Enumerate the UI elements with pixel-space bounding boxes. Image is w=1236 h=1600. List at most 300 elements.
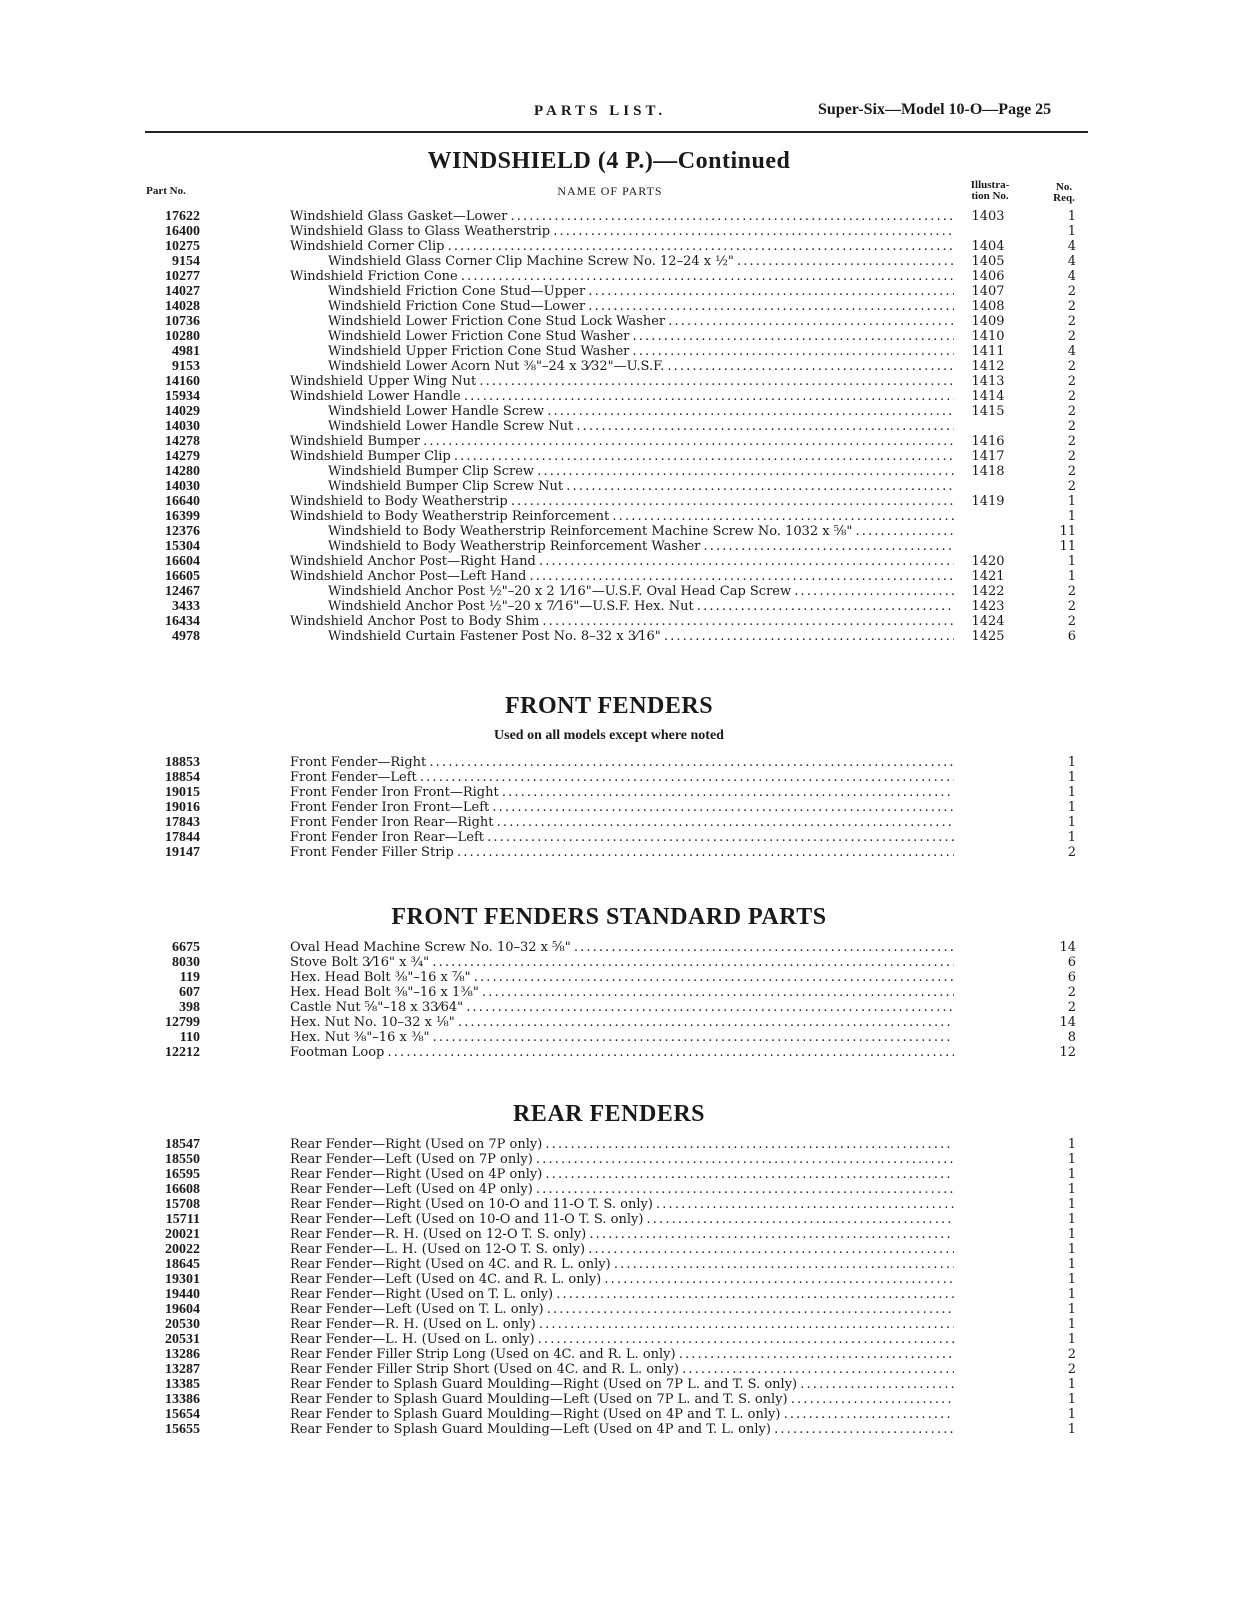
quantity-required: 1 <box>1067 1422 1076 1437</box>
illustration-number <box>958 1212 1018 1227</box>
quantity-required: 1 <box>1067 1137 1076 1152</box>
part-row <box>0 785 1236 800</box>
part-row <box>0 1242 1236 1257</box>
quantity-required: 1 <box>1067 1152 1076 1167</box>
part-number: 12376 <box>165 524 200 539</box>
part-name: Windshield Bumper Clip Screw Nut . . . <box>328 479 954 494</box>
part-row <box>0 524 1236 539</box>
illustration-number <box>958 1152 1018 1167</box>
quantity-required: 2 <box>1067 599 1076 614</box>
part-number: 19016 <box>165 800 200 815</box>
part-row <box>0 269 1236 284</box>
quantity-required: 11 <box>1059 539 1076 554</box>
part-row <box>0 1302 1236 1317</box>
part-name: Hex. Nut No. 10–32 x ⅛" . . . <box>290 1015 954 1030</box>
quantity-required: 2 <box>1067 985 1076 1000</box>
part-row <box>0 1197 1236 1212</box>
part-row <box>0 1227 1236 1242</box>
part-name: Rear Fender—Left (Used on 4P only) . . . <box>290 1182 954 1197</box>
part-number: 16434 <box>165 614 200 629</box>
part-name: Windshield Bumper Clip Screw . . . <box>328 464 954 479</box>
part-row <box>0 404 1236 419</box>
part-name: Hex. Nut ⅜"–16 x ⅜" . . . <box>290 1030 954 1045</box>
quantity-required: 1 <box>1067 1407 1076 1422</box>
part-name: Rear Fender—L. H. (Used on L. only) . . . <box>290 1332 954 1347</box>
part-name: Rear Fender—Right (Used on 4P only) . . . <box>290 1167 954 1182</box>
illustration-number <box>958 509 1018 524</box>
part-row <box>0 1362 1236 1377</box>
part-number: 20531 <box>165 1332 200 1347</box>
part-row <box>0 1272 1236 1287</box>
part-row <box>0 224 1236 239</box>
quantity-required: 11 <box>1059 524 1076 539</box>
illustration-number: 1424 <box>971 614 1005 629</box>
part-row <box>0 1422 1236 1437</box>
quantity-required: 2 <box>1067 389 1076 404</box>
part-number: 19301 <box>165 1272 200 1287</box>
part-row <box>0 1152 1236 1167</box>
part-row <box>0 970 1236 985</box>
illustration-number: 1407 <box>971 284 1005 299</box>
quantity-required: 14 <box>1059 1015 1076 1030</box>
illustration-number <box>958 815 1018 830</box>
part-name: Windshield Upper Wing Nut . . . <box>290 374 954 389</box>
part-name: Rear Fender—R. H. (Used on 12-O T. S. only) . . . <box>290 1227 954 1242</box>
part-number: 20530 <box>165 1317 200 1332</box>
header-rule <box>145 131 1088 133</box>
part-row <box>0 284 1236 299</box>
part-row <box>0 800 1236 815</box>
header-page-ref: Super-Six—Model 10-O—Page 25 <box>818 101 1052 118</box>
part-number: 12212 <box>165 1045 200 1060</box>
quantity-required: 2 <box>1067 1000 1076 1015</box>
part-name: Rear Fender Filler Strip Long (Used on 4C. and R. L. only) . . . <box>290 1347 954 1362</box>
illustration-number: 1406 <box>971 269 1005 284</box>
quantity-required: 1 <box>1067 1332 1076 1347</box>
part-row <box>0 629 1236 644</box>
part-row <box>0 479 1236 494</box>
part-row <box>0 1045 1236 1060</box>
col-header-illustration: Illustra- tion No. <box>970 179 1010 202</box>
part-number: 14280 <box>165 464 200 479</box>
part-row <box>0 209 1236 224</box>
part-name: Front Fender Iron Front—Right . . . <box>290 785 954 800</box>
part-row <box>0 1137 1236 1152</box>
quantity-required: 1 <box>1067 815 1076 830</box>
illustration-number: 1419 <box>971 494 1005 509</box>
rear-fenders-parts-list <box>0 1137 1236 1437</box>
part-row <box>0 389 1236 404</box>
quantity-required: 2 <box>1067 584 1076 599</box>
part-name: Windshield Anchor Post to Body Shim . . . <box>290 614 954 629</box>
part-row <box>0 1287 1236 1302</box>
illustration-number: 1421 <box>971 569 1005 584</box>
part-row <box>0 845 1236 860</box>
illustration-number: 1418 <box>971 464 1005 479</box>
part-row <box>0 1015 1236 1030</box>
quantity-required: 1 <box>1067 1302 1076 1317</box>
col-header-required: No. Req. <box>1053 181 1075 204</box>
part-row <box>0 1392 1236 1407</box>
part-row <box>0 254 1236 269</box>
part-number: 18547 <box>165 1137 200 1152</box>
illustration-number <box>958 1030 1018 1045</box>
part-number: 15708 <box>165 1197 200 1212</box>
quantity-required: 1 <box>1067 1392 1076 1407</box>
part-name: Windshield to Body Weatherstrip Reinforcement . . . <box>290 509 954 524</box>
part-name: Rear Fender—Left (Used on 7P only) . . . <box>290 1152 954 1167</box>
part-number: 16608 <box>165 1182 200 1197</box>
part-number: 10275 <box>165 239 200 254</box>
part-number: 16399 <box>165 509 200 524</box>
quantity-required: 2 <box>1067 464 1076 479</box>
part-name: Rear Fender—Left (Used on T. L. only) . . . <box>290 1302 954 1317</box>
quantity-required: 1 <box>1067 1317 1076 1332</box>
part-row <box>0 1257 1236 1272</box>
part-name: Hex. Head Bolt ⅜"–16 x 1⅜" . . . <box>290 985 954 1000</box>
part-name: Windshield Bumper . . . <box>290 434 954 449</box>
part-row <box>0 539 1236 554</box>
illustration-number <box>958 1362 1018 1377</box>
part-row <box>0 449 1236 464</box>
illustration-number: 1408 <box>971 299 1005 314</box>
part-name: Rear Fender—Right (Used on 7P only) . . . <box>290 1137 954 1152</box>
part-name: Windshield Friction Cone . . . <box>290 269 954 284</box>
illustration-number: 1423 <box>971 599 1005 614</box>
part-number: 9153 <box>172 359 200 374</box>
part-number: 14030 <box>165 479 200 494</box>
part-row <box>0 494 1236 509</box>
part-name: Rear Fender to Splash Guard Moulding—Right (Used on 4P and T. L. only) . . . <box>290 1407 954 1422</box>
illustration-number <box>958 1137 1018 1152</box>
part-row <box>0 1332 1236 1347</box>
quantity-required: 2 <box>1067 284 1076 299</box>
section-title-windshield: WINDSHIELD (4 P.)—Continued <box>427 148 791 174</box>
part-row <box>0 830 1236 845</box>
part-number: 4978 <box>172 629 200 644</box>
part-name: Rear Fender—Left (Used on 4C. and R. L. only) . . . <box>290 1272 954 1287</box>
part-number: 19147 <box>165 845 200 860</box>
section-title-front-fenders-standard: FRONT FENDERS STANDARD PARTS <box>391 904 827 930</box>
part-name: Windshield Anchor Post ½"–20 x 7⁄16"—U.S.F. Hex. Nut . . . <box>328 599 954 614</box>
illustration-number: 1417 <box>971 449 1005 464</box>
illustration-number <box>958 1272 1018 1287</box>
quantity-required: 12 <box>1059 1045 1076 1060</box>
part-row <box>0 955 1236 970</box>
part-number: 16640 <box>165 494 200 509</box>
part-name: Windshield Curtain Fastener Post No. 8–32 x 3⁄16" . . . <box>328 629 954 644</box>
illustration-number <box>958 1407 1018 1422</box>
quantity-required: 1 <box>1067 1272 1076 1287</box>
part-name: Windshield Anchor Post—Right Hand . . . <box>290 554 954 569</box>
part-name: Stove Bolt 3⁄16" x ¾" . . . <box>290 955 954 970</box>
part-name: Front Fender Iron Rear—Right . . . <box>290 815 954 830</box>
quantity-required: 2 <box>1067 359 1076 374</box>
illustration-number <box>958 970 1018 985</box>
part-name: Windshield Bumper Clip . . . <box>290 449 954 464</box>
part-row <box>0 299 1236 314</box>
illustration-number: 1422 <box>971 584 1005 599</box>
part-name: Windshield Lower Friction Cone Stud Lock Washer . . . <box>328 314 954 329</box>
part-row <box>0 1000 1236 1015</box>
quantity-required: 6 <box>1067 629 1076 644</box>
part-row <box>0 314 1236 329</box>
illustration-number <box>958 524 1018 539</box>
illustration-number <box>958 1182 1018 1197</box>
illustration-number <box>958 1392 1018 1407</box>
part-number: 18550 <box>165 1152 200 1167</box>
part-name: Windshield Glass Corner Clip Machine Screw No. 12–24 x ½" . . . <box>328 254 954 269</box>
illustration-number <box>958 845 1018 860</box>
part-number: 18853 <box>165 755 200 770</box>
part-name: Windshield to Body Weatherstrip Reinforcement Washer . . . <box>328 539 954 554</box>
illustration-number: 1413 <box>971 374 1005 389</box>
part-name: Rear Fender to Splash Guard Moulding—Left (Used on 7P L. and T. S. only) . . . <box>290 1392 954 1407</box>
part-number: 13386 <box>165 1392 200 1407</box>
part-name: Front Fender Iron Front—Left . . . <box>290 800 954 815</box>
illustration-number <box>958 770 1018 785</box>
illustration-number <box>958 1167 1018 1182</box>
part-number: 13385 <box>165 1377 200 1392</box>
part-row <box>0 239 1236 254</box>
part-row <box>0 569 1236 584</box>
part-number: 9154 <box>172 254 200 269</box>
part-number: 14279 <box>165 449 200 464</box>
illustration-number <box>958 1317 1018 1332</box>
part-row <box>0 770 1236 785</box>
part-number: 14028 <box>165 299 200 314</box>
section-title-front-fenders: FRONT FENDERS <box>504 693 714 719</box>
part-name: Hex. Head Bolt ⅜"–16 x ⅞" . . . <box>290 970 954 985</box>
quantity-required: 2 <box>1067 449 1076 464</box>
part-number: 10280 <box>165 329 200 344</box>
part-number: 14160 <box>165 374 200 389</box>
quantity-required: 4 <box>1067 254 1076 269</box>
quantity-required: 1 <box>1067 509 1076 524</box>
part-row <box>0 1167 1236 1182</box>
quantity-required: 6 <box>1067 955 1076 970</box>
illustration-number: 1405 <box>971 254 1005 269</box>
part-number: 15654 <box>165 1407 200 1422</box>
illustration-number: 1403 <box>971 209 1005 224</box>
part-row <box>0 815 1236 830</box>
part-number: 16595 <box>165 1167 200 1182</box>
illustration-number: 1404 <box>971 239 1005 254</box>
part-row <box>0 554 1236 569</box>
part-name: Rear Fender Filler Strip Short (Used on 4C. and R. L. only) . . . <box>290 1362 954 1377</box>
illustration-number <box>958 1287 1018 1302</box>
part-row <box>0 940 1236 955</box>
part-number: 18854 <box>165 770 200 785</box>
part-number: 8030 <box>172 955 200 970</box>
part-row <box>0 359 1236 374</box>
part-row <box>0 1182 1236 1197</box>
part-number: 398 <box>179 1000 200 1015</box>
illustration-number <box>958 1197 1018 1212</box>
quantity-required: 1 <box>1067 785 1076 800</box>
part-name: Oval Head Machine Screw No. 10–32 x ⅝" . . . <box>290 940 954 955</box>
part-name: Front Fender Filler Strip . . . <box>290 845 954 860</box>
part-number: 16604 <box>165 554 200 569</box>
part-name: Windshield Glass to Glass Weatherstrip . . . <box>290 224 954 239</box>
part-name: Front Fender—Left . . . <box>290 770 954 785</box>
quantity-required: 1 <box>1067 1287 1076 1302</box>
front-fenders-parts-list <box>0 755 1236 860</box>
quantity-required: 1 <box>1067 1182 1076 1197</box>
part-number: 19015 <box>165 785 200 800</box>
illustration-number <box>958 1227 1018 1242</box>
part-name: Windshield to Body Weatherstrip . . . <box>290 494 954 509</box>
part-name: Windshield Lower Handle Screw Nut . . . <box>328 419 954 434</box>
part-row <box>0 584 1236 599</box>
illustration-number <box>958 1377 1018 1392</box>
quantity-required: 1 <box>1067 1257 1076 1272</box>
part-row <box>0 599 1236 614</box>
illustration-number: 1420 <box>971 554 1005 569</box>
quantity-required: 1 <box>1067 830 1076 845</box>
illustration-number <box>958 539 1018 554</box>
part-name: Windshield to Body Weatherstrip Reinforcement Machine Screw No. 1032 x ⅝" . . . <box>328 524 954 539</box>
illustration-number <box>958 1347 1018 1362</box>
section-subtitle-front-fenders: Used on all models except where noted <box>494 728 724 743</box>
illustration-number <box>958 1242 1018 1257</box>
part-number: 15934 <box>165 389 200 404</box>
part-row <box>0 1407 1236 1422</box>
part-number: 12467 <box>165 584 200 599</box>
part-row <box>0 1212 1236 1227</box>
part-number: 15304 <box>165 539 200 554</box>
part-number: 17622 <box>165 209 200 224</box>
part-name: Windshield Lower Acorn Nut ⅜"–24 x 3⁄32"—U.S.F. . . . <box>328 359 954 374</box>
part-number: 14027 <box>165 284 200 299</box>
illustration-number <box>958 1015 1018 1030</box>
quantity-required: 6 <box>1067 970 1076 985</box>
part-name: Windshield Lower Friction Cone Stud Washer . . . <box>328 329 954 344</box>
part-name: Rear Fender—R. H. (Used on L. only) . . . <box>290 1317 954 1332</box>
illustration-number <box>958 1000 1018 1015</box>
quantity-required: 1 <box>1067 554 1076 569</box>
illustration-number <box>958 785 1018 800</box>
part-name: Windshield Friction Cone Stud—Upper . . . <box>328 284 954 299</box>
quantity-required: 2 <box>1067 845 1076 860</box>
illustration-number <box>958 1422 1018 1437</box>
part-name: Rear Fender—Right (Used on T. L. only) . . . <box>290 1287 954 1302</box>
part-number: 17844 <box>165 830 200 845</box>
part-number: 17843 <box>165 815 200 830</box>
part-name: Front Fender Iron Rear—Left . . . <box>290 830 954 845</box>
quantity-required: 1 <box>1067 569 1076 584</box>
part-name: Windshield Anchor Post—Left Hand . . . <box>290 569 954 584</box>
part-number: 14278 <box>165 434 200 449</box>
illustration-number: 1409 <box>971 314 1005 329</box>
part-row <box>0 374 1236 389</box>
illustration-number <box>958 985 1018 1000</box>
part-name: Front Fender—Right . . . <box>290 755 954 770</box>
illustration-number: 1416 <box>971 434 1005 449</box>
quantity-required: 1 <box>1067 494 1076 509</box>
part-row <box>0 509 1236 524</box>
quantity-required: 2 <box>1067 374 1076 389</box>
part-number: 15711 <box>165 1212 200 1227</box>
illustration-number <box>958 1332 1018 1347</box>
part-row <box>0 1030 1236 1045</box>
part-row <box>0 434 1236 449</box>
part-name: Rear Fender—Right (Used on 4C. and R. L. only) . . . <box>290 1257 954 1272</box>
quantity-required: 2 <box>1067 1362 1076 1377</box>
part-number: 4981 <box>172 344 200 359</box>
part-number: 14029 <box>165 404 200 419</box>
part-row <box>0 464 1236 479</box>
part-number: 20022 <box>165 1242 200 1257</box>
quantity-required: 4 <box>1067 269 1076 284</box>
quantity-required: 2 <box>1067 614 1076 629</box>
part-name: Windshield Anchor Post ½"–20 x 2 1⁄16"—U.S.F. Oval Head Cap Screw . . . <box>328 584 954 599</box>
quantity-required: 1 <box>1067 1242 1076 1257</box>
illustration-number: 1410 <box>971 329 1005 344</box>
quantity-required: 1 <box>1067 800 1076 815</box>
illustration-number <box>958 755 1018 770</box>
part-row <box>0 419 1236 434</box>
quantity-required: 2 <box>1067 299 1076 314</box>
part-name: Rear Fender—Right (Used on 10-O and 11-O T. S. only) . . . <box>290 1197 954 1212</box>
part-name: Castle Nut ⅝"–18 x 33⁄64" . . . <box>290 1000 954 1015</box>
quantity-required: 4 <box>1067 344 1076 359</box>
quantity-required: 8 <box>1067 1030 1076 1045</box>
part-number: 110 <box>179 1030 200 1045</box>
part-row <box>0 1347 1236 1362</box>
part-number: 18645 <box>165 1257 200 1272</box>
quantity-required: 1 <box>1067 1227 1076 1242</box>
illustration-number <box>958 800 1018 815</box>
part-name: Footman Loop . . . <box>290 1045 954 1060</box>
quantity-required: 1 <box>1067 1377 1076 1392</box>
part-number: 13286 <box>165 1347 200 1362</box>
part-name: Windshield Friction Cone Stud—Lower . . . <box>328 299 954 314</box>
quantity-required: 1 <box>1067 209 1076 224</box>
col-header-name: NAME OF PARTS <box>557 184 663 198</box>
header-title: PARTS LIST. <box>534 103 667 119</box>
part-row <box>0 1317 1236 1332</box>
part-row <box>0 329 1236 344</box>
illustration-number <box>958 955 1018 970</box>
quantity-required: 2 <box>1067 479 1076 494</box>
part-number: 15655 <box>165 1422 200 1437</box>
quantity-required: 1 <box>1067 1212 1076 1227</box>
part-name: Windshield Lower Handle . . . <box>290 389 954 404</box>
section-title-rear-fenders: REAR FENDERS <box>512 1101 706 1127</box>
quantity-required: 2 <box>1067 419 1076 434</box>
illustration-number: 1414 <box>971 389 1005 404</box>
illustration-number: 1425 <box>971 629 1005 644</box>
part-number: 19604 <box>165 1302 200 1317</box>
part-number: 13287 <box>165 1362 200 1377</box>
part-name: Rear Fender to Splash Guard Moulding—Left (Used on 4P and T. L. only) . . . <box>290 1422 954 1437</box>
quantity-required: 2 <box>1067 404 1076 419</box>
quantity-required: 1 <box>1067 755 1076 770</box>
part-name: Windshield Lower Handle Screw . . . <box>328 404 954 419</box>
part-number: 14030 <box>165 419 200 434</box>
part-number: 3433 <box>172 599 200 614</box>
quantity-required: 1 <box>1067 770 1076 785</box>
quantity-required: 14 <box>1059 940 1076 955</box>
part-row <box>0 1377 1236 1392</box>
part-name: Rear Fender—L. H. (Used on 12-O T. S. only) . . . <box>290 1242 954 1257</box>
part-number: 19440 <box>165 1287 200 1302</box>
part-number: 607 <box>179 985 200 1000</box>
part-name: Windshield Corner Clip . . . <box>290 239 954 254</box>
quantity-required: 1 <box>1067 1167 1076 1182</box>
part-name: Rear Fender—Left (Used on 10-O and 11-O T. S. only) . . . <box>290 1212 954 1227</box>
